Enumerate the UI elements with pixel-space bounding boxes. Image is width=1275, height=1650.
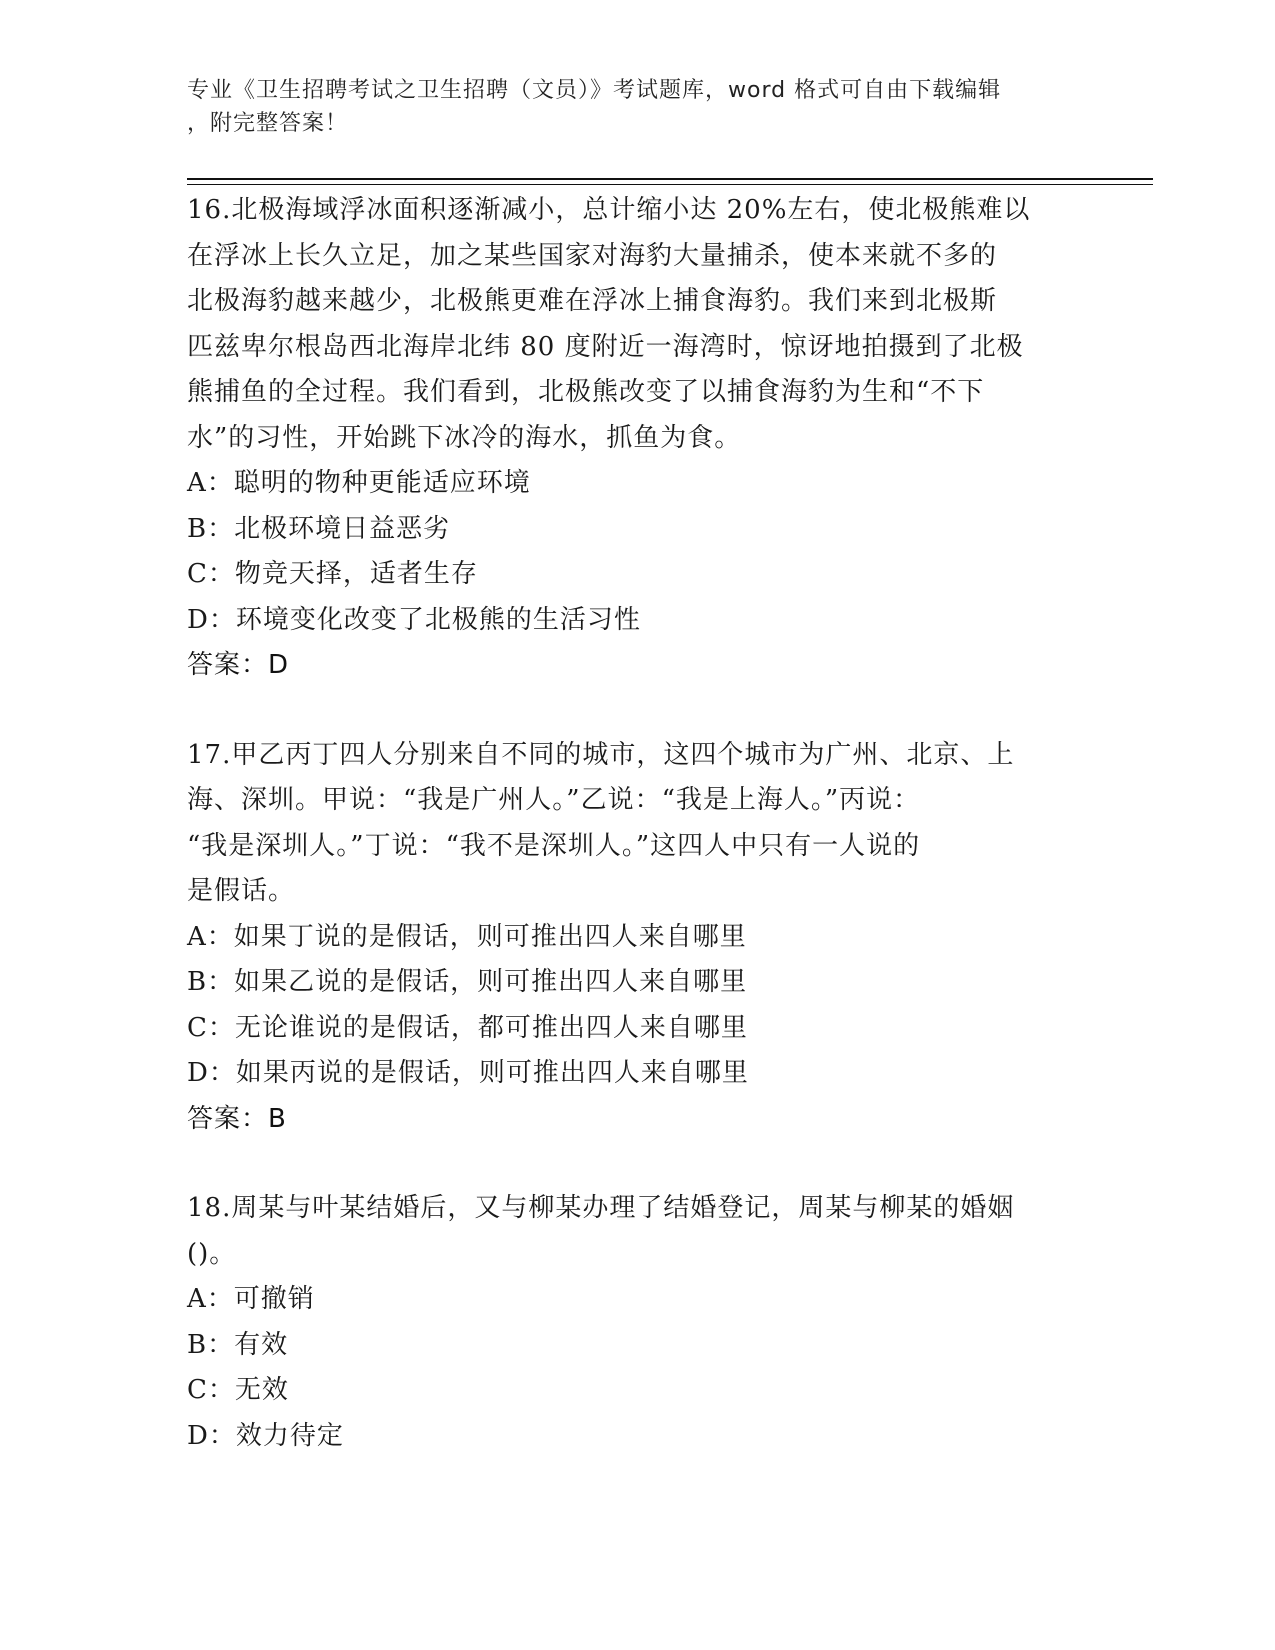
stem-line: 水”的习性，开始跳下冰冷的海水，抓鱼为食。 <box>187 422 742 453</box>
question-17 <box>187 733 1087 1143</box>
header-divider-thick <box>187 178 1153 180</box>
question-stem <box>187 733 1087 915</box>
page-header <box>187 74 1067 140</box>
option-a: A：如果丁说的是假话，则可推出四人来自哪里 <box>187 921 747 952</box>
answer-label: 答案：D <box>187 650 290 680</box>
stem-line: 海、深圳。甲说：“我是广州人。”乙说：“我是上海人。”丙说： <box>187 785 921 815</box>
question-stem <box>187 1186 1087 1277</box>
stem-line: 是假话。 <box>187 876 296 906</box>
header-line-2: ，附完整答案！ <box>187 111 349 136</box>
question-spacer <box>187 689 1087 733</box>
question-spacer <box>187 1142 1087 1186</box>
stem-line: 16.北极海域浮冰面积逐渐减小，总计缩小达 20%左右，使北极熊难以 <box>187 195 1031 225</box>
option-a: A：聪明的物种更能适应环境 <box>187 468 531 498</box>
stem-line: 17.甲乙丙丁四人分别来自不同的城市，这四个城市为广州、北京、上 <box>187 739 1015 770</box>
option-d: D：效力待定 <box>187 1420 344 1451</box>
answer-label: 答案：B <box>187 1103 287 1134</box>
question-18 <box>187 1186 1087 1459</box>
stem-line: 18.周某与叶某结婚后，又与柳某办理了结婚登记，周某与柳某的婚姻 <box>187 1193 1015 1223</box>
option-b: B：有效 <box>187 1329 289 1360</box>
stem-line: 在浮冰上长久立足，加之某些国家对海豹大量捕杀，使本来就不多的 <box>187 240 998 271</box>
stem-line: 北极海豹越来越少，北极熊更难在浮冰上捕食海豹。我们来到北极斯 <box>187 286 998 316</box>
option-c: C：无效 <box>187 1375 289 1405</box>
option-b: B：北极环境日益恶劣 <box>187 513 451 544</box>
option-a: A：可撤销 <box>187 1284 315 1314</box>
question-16 <box>187 188 1087 689</box>
option-c: C：无论谁说的是假话，都可推出四人来自哪里 <box>187 1012 748 1043</box>
header-line-1: 专业《卫生招聘考试之卫生招聘（文员）》考试题库，word 格式可自由下载编辑 <box>187 78 1002 103</box>
question-list <box>187 188 1087 1459</box>
option-d: D：环境变化改变了北极熊的生活习性 <box>187 604 641 635</box>
stem-line: 匹兹卑尔根岛西北海岸北纬 80 度附近一海湾时，惊讶地拍摄到了北极 <box>187 331 1024 362</box>
question-stem <box>187 188 1087 461</box>
option-b: B：如果乙说的是假话，则可推出四人来自哪里 <box>187 967 748 997</box>
stem-line: ()。 <box>187 1238 237 1269</box>
stem-line: “我是深圳人。”丁说：“我不是深圳人。”这四人中只有一人说的 <box>187 830 921 861</box>
stem-line: 熊捕鱼的全过程。我们看到，北极熊改变了以捕食海豹为生和“不下 <box>187 377 985 407</box>
option-c: C：物竞天择，适者生存 <box>187 559 478 589</box>
option-d: D：如果丙说的是假话，则可推出四人来自哪里 <box>187 1058 749 1088</box>
header-divider-thin <box>187 184 1153 185</box>
